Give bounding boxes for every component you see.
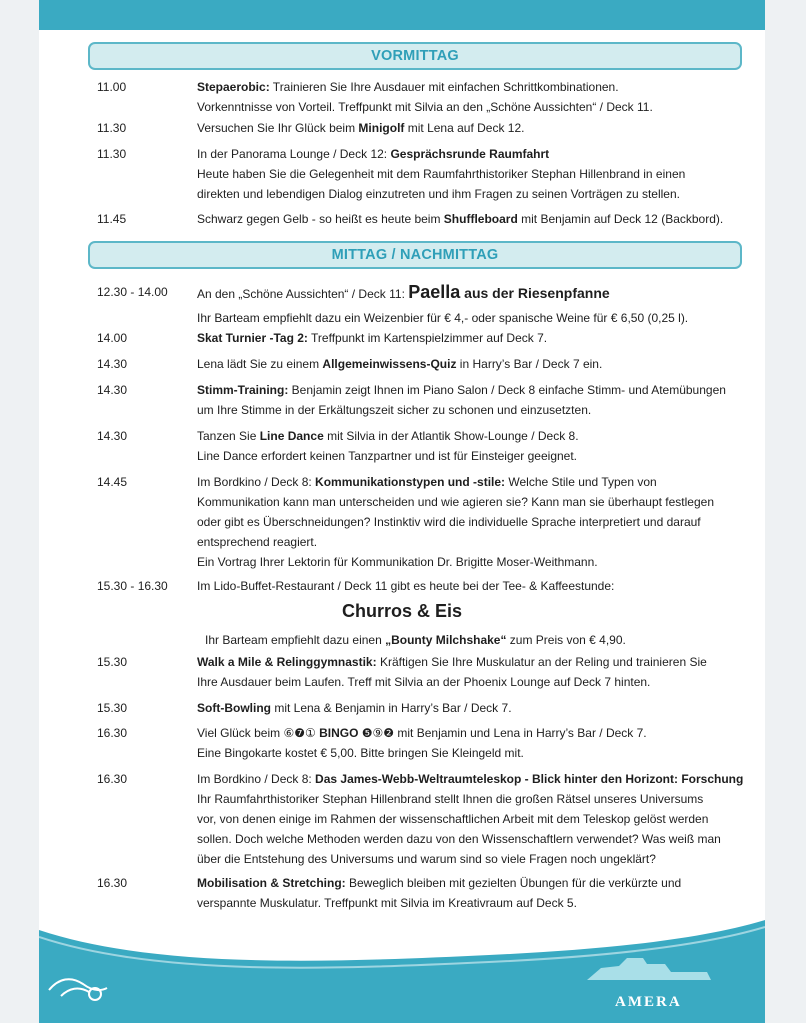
schedule-entry [97, 144, 747, 204]
entry-time: 16.30 [97, 772, 128, 786]
activity-title: Kommunikationstypen und -stile: [315, 475, 506, 489]
entry-content: Tanzen Sie Line Dance mit Silvia in der Atlantik Show-Lounge / Deck 8. Line Dance erfordert keinen Tanzpartner und ist für Einsteiger geeignet. [197, 429, 579, 463]
schedule-entry [97, 118, 747, 138]
entry-content: Walk a Mile & Relinggymnastik: Kräftigen Sie Ihre Muskulatur an der Reling und trainieren Sie Ihre Ausdauer beim Laufen. Treff mit Silvia an der Phoenix Lounge auf Deck 7 hinten. [197, 655, 707, 689]
schedule-entry [97, 426, 747, 466]
bingo-balls-icon: ❺⑨❷ [361, 726, 395, 740]
activity-title: Shuffleboard [443, 212, 518, 226]
activity-title: Soft-Bowling [197, 701, 271, 715]
drink-recommendation: Ihr Barteam empfiehlt dazu einen „Bounty Milchshake“ zum Preis von € 4,90. [205, 633, 626, 647]
entry-time: 15.30 [97, 701, 128, 715]
schedule-entry [97, 769, 747, 869]
churros-headline: Churros & Eis [341, 601, 463, 621]
brand-logo: AMERA [615, 994, 682, 1010]
schedule-entry [97, 328, 747, 348]
entry-content: Im Bordkino / Deck 8: Das James-Webb-Weltraumteleskop - Blick hinter den Horizont: Forschung Ihr Raumfahrthistoriker Stephan Hillenbrand stellt Ihnen die großen Rätsel unseres Universums vor, von denen einige im Rahmen der wissenschaftlichen Arbeit mit dem Teleskop gelöst werden sollen. Doch welche Methoden werden dazu von den Wissenschaftlern verwendet? Was weiß man über die Entstehung des Universums und warum sind so viele Fragen noch ungeklärt? [197, 772, 744, 866]
entry-content: In der Panorama Lounge / Deck 12: Gesprächsrunde Raumfahrt Heute haben Sie die Gelegenheit mit dem Raumfahrthistoriker Stephan Hillenbrand in einen direkten und lebendigen Dialog einzutreten und ihm Fragen zu seinen Vorträgen zu stellen. [197, 147, 686, 201]
schedule-entry [97, 380, 747, 420]
activity-title: Allgemeinwissens-Quiz [322, 357, 457, 371]
entry-content: Im Lido-Buffet-Restaurant / Deck 11 gibt es heute bei der Tee- & Kaffeestunde: [197, 579, 615, 593]
schedule-entry [97, 576, 747, 596]
entry-content: Schwarz gegen Gelb - so heißt es heute beim Shuffleboard mit Benjamin auf Deck 12 (Backbord). [197, 212, 724, 226]
schedule-entry [97, 354, 747, 374]
entry-time: 16.30 [97, 726, 128, 740]
entry-time: 11.30 [97, 121, 127, 135]
entry-time: 14.00 [97, 331, 128, 345]
activity-title: BINGO [315, 726, 362, 740]
schedule-entry [97, 472, 747, 572]
activity-title: Line Dance [259, 429, 324, 443]
activity-title: Stimm-Training: [197, 383, 289, 397]
bingo-balls-icon: ⑥❼① [283, 726, 316, 740]
top-band [39, 0, 765, 30]
entry-content: Mobilisation & Stretching: Beweglich bleiben mit gezielten Übungen für die verkürzte und verspannte Muskulatur. Treffpunkt mit Silvia im Kreativraum auf Deck 5. [197, 876, 682, 910]
entry-content: Im Bordkino / Deck 8: Kommunikationstypen und -stile: Welche Stile und Typen von Kommunikation kann man unterscheiden und wie agieren sie? Kann man sie überhaupt festlegen oder gibt es Überschneidungen? Instinktiv wird die individuelle Sprache interpretiert und darauf entsprechend reagiert. Ein Vortrag Ihrer Lektorin für Kommunikation Dr. Brigitte Moser-Weithmann. [197, 475, 714, 569]
entry-time: 16.30 [97, 876, 128, 890]
activity-title: Skat Turnier -Tag 2: [197, 331, 308, 345]
entry-content: Versuchen Sie Ihr Glück beim Minigolf mit Lena auf Deck 12. [197, 121, 525, 135]
entry-time: 14.30 [97, 429, 128, 443]
entry-time: 11.45 [97, 212, 127, 226]
schedule-entry [97, 723, 747, 763]
entry-time: 11.30 [97, 147, 127, 161]
activity-title: Walk a Mile & Relinggymnastik: [197, 655, 377, 669]
activity-title: Minigolf [358, 121, 405, 135]
activity-title: Stepaerobic: [197, 80, 270, 94]
entry-time: 15.30 - 16.30 [97, 579, 168, 593]
entry-content: Stepaerobic: Trainieren Sie Ihre Ausdauer mit einfachen Schrittkombinationen. Vorkenntnisse von Vorteil. Treffpunkt mit Silvia an den „Schöne Aussichten“ / Deck 11. [197, 80, 653, 114]
entry-time: 11.00 [97, 80, 127, 94]
schedule-entry [97, 77, 747, 117]
entry-content: Stimm-Training: Benjamin zeigt Ihnen im Piano Salon / Deck 8 einfache Stimm- und Atemübungen um Ihre Stimme in der Erkältungszeit sicher zu schonen und einzusetzten. [197, 383, 726, 417]
entry-content: Soft-Bowling mit Lena & Benjamin in Harry’s Bar / Deck 7. [197, 701, 512, 715]
entry-time: 14.30 [97, 357, 128, 371]
program-page [39, 0, 765, 1023]
schedule-entry [97, 280, 747, 328]
entry-content: Viel Glück beim ⑥❼① BINGO ❺⑨❷ mit Benjamin und Lena in Harry’s Bar / Deck 7. Eine Bingokarte kostet € 5,00. Bitte bringen Sie Kleingeld mit. [197, 726, 647, 760]
entry-time: 14.45 [97, 475, 128, 489]
section-header-morning: VORMITTAG [88, 42, 742, 70]
entry-content: An den „Schöne Aussichten“ / Deck 11: Paella aus der Riesenpfanne Ihr Barteam empfiehlt dazu ein Weizenbier für € 4,- oder spanische Weine für € 6,50 (0,25 l). [197, 282, 689, 325]
paella-headline: Paella [408, 282, 461, 302]
activity-title: Mobilisation & Stretching: [197, 876, 346, 890]
schedule-entry [97, 698, 747, 718]
section-header-afternoon: MITTAG / NACHMITTAG [88, 241, 742, 269]
activity-title: Das James-Webb-Weltraumteleskop - Blick hinter den Horizont: Forschung [315, 772, 744, 786]
entry-time: 12.30 - 14.00 [97, 285, 168, 299]
schedule-entry [97, 652, 747, 692]
entry-time: 15.30 [97, 655, 128, 669]
schedule-entry [97, 209, 747, 229]
entry-time: 14.30 [97, 383, 128, 397]
activity-title: Gesprächsrunde Raumfahrt [390, 147, 550, 161]
entry-content: Lena lädt Sie zu einem Allgemeinwissens-Quiz in Harry’s Bar / Deck 7 ein. [197, 357, 603, 371]
entry-content: Skat Turnier -Tag 2: Treffpunkt im Kartenspielzimmer auf Deck 7. [197, 331, 548, 345]
